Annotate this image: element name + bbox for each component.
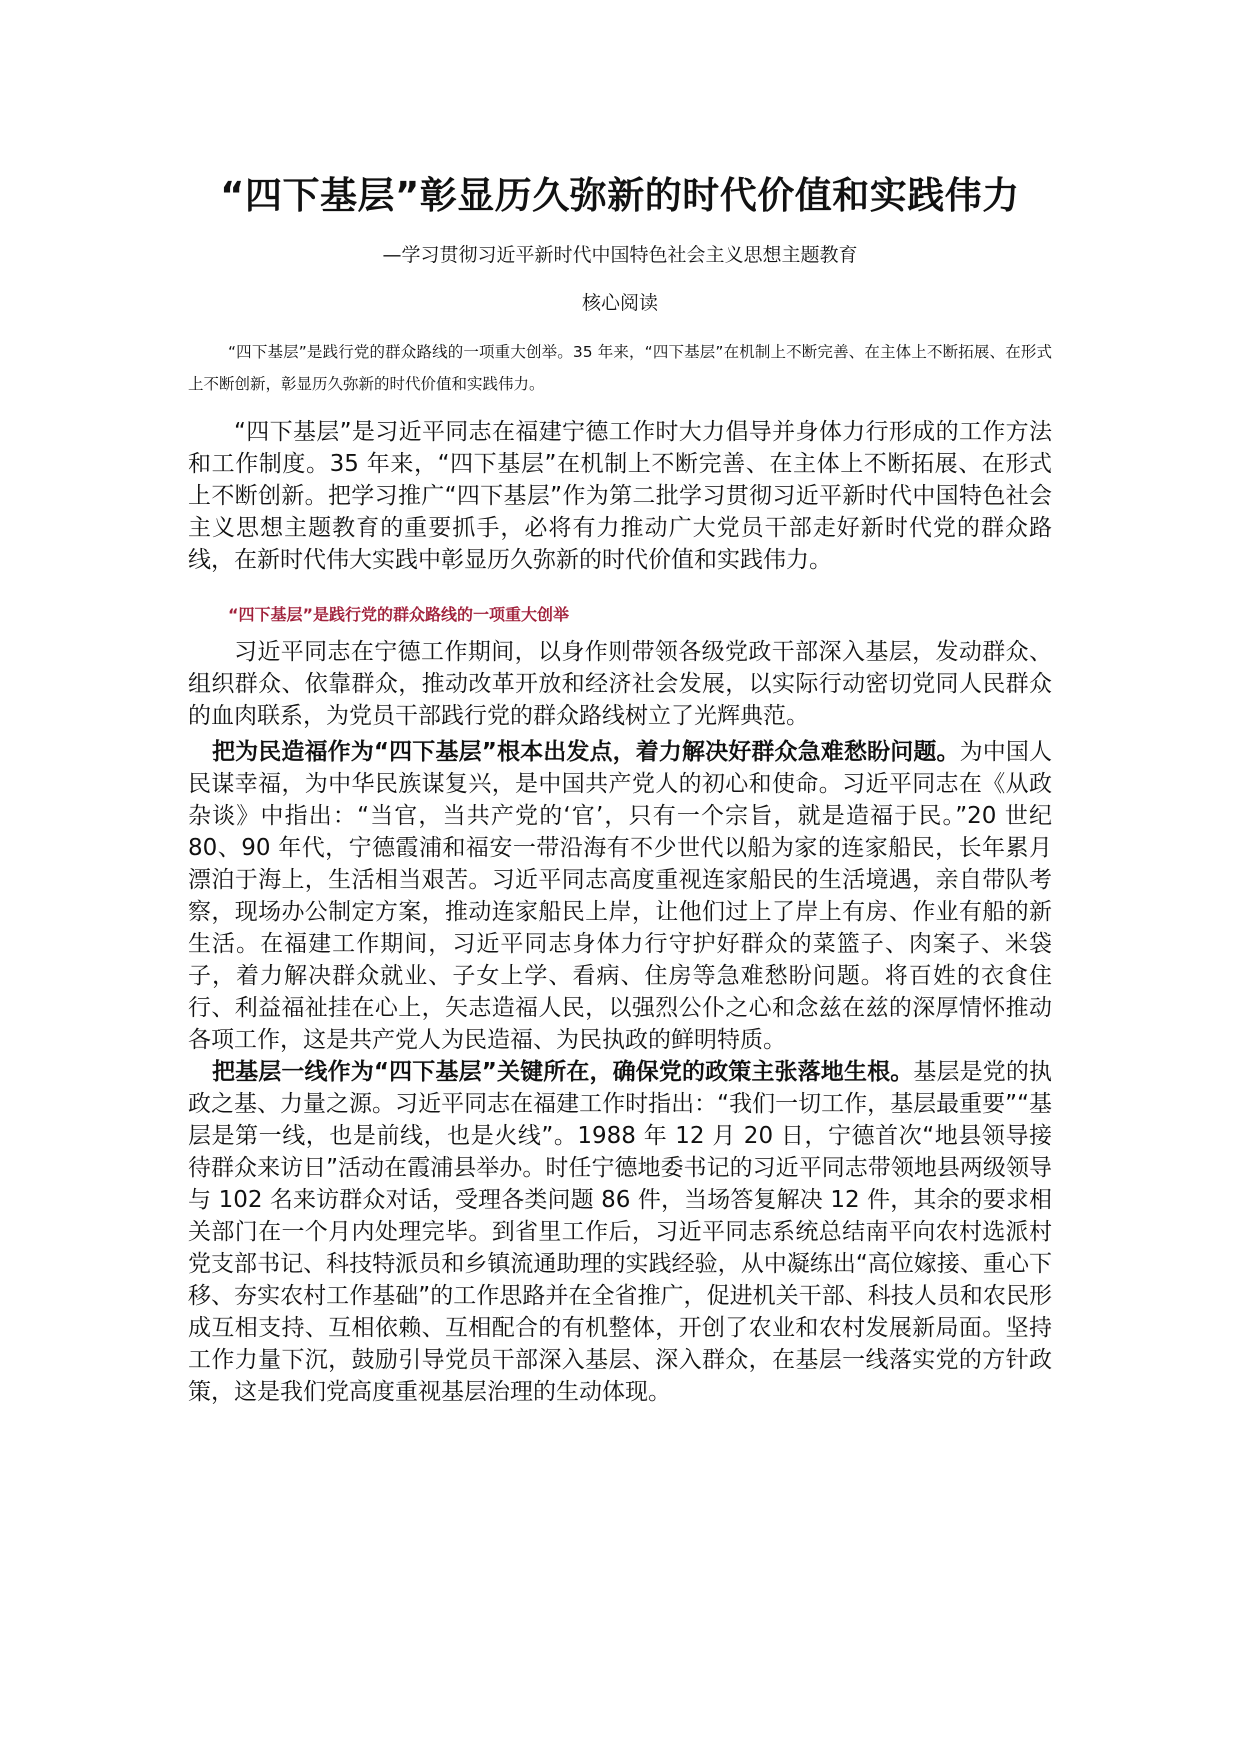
document-page <box>188 172 1052 1408</box>
section-paragraph: 习近平同志在宁德工作期间，以身作则带领各级党政干部深入基层，发动群众、组织群众、依靠群众，推动改革开放和经济社会发展，以实际行动密切党同人民群众的血肉联系，为党员干部践行党的群众路线树立了光辉典范。 <box>188 639 1052 729</box>
section-heading: “四下基层”是践行党的群众路线的一项重大创举 <box>228 605 570 624</box>
point-two-paragraph <box>188 1056 1052 1408</box>
point-one-lead: 把为民造福作为“四下基层”根本出发点，着力解决好群众急难愁盼问题。 <box>212 739 960 765</box>
core-reading-summary: “四下基层”是践行党的群众路线的一项重大创举。35 年来，“四下基层”在机制上不断完善、在主体上不断拓展、在形式上不断创新，彰显历久弥新的时代价值和实践伟力。 <box>188 343 1052 393</box>
document-title: “四下基层”彰显历久弥新的时代价值和实践伟力 <box>220 174 1020 217</box>
point-two-body: 基层是党的执政之基、力量之源。习近平同志在福建工作时指出：“我们一切工作，基层最重要”“基层是第一线，也是前线，也是火线”。1988 年 12 月 20 日，宁德首次“地县领导接待群众来访日”活动在霞浦县举办。时任宁德地委书记的习近平同志带领地县两级领导与 102 名来访群众对话，受理各类问题 86 件，当场答复解决 12 件，其余的要求相关部门在一个月内处理完毕。到省里工作后，习近平同志系统总结南平向农村选派村党支部书记、科技特派员和乡镇流通助理的实践经验，从中凝练出“高位嫁接、重心下移、夯实农村工作基础”的工作思路并在全省推广，促进机关干部、科技人员和农民形成互相支持、互相依赖、互相配合的有机整体，开创了农业和农村发展新局面。坚持工作力量下沉，鼓励引导党员干部深入基层、深入群众，在基层一线落实党的方针政策，这是我们党高度重视基层治理的生动体现。 <box>188 1059 1053 1405</box>
document-subtitle: —学习贯彻习近平新时代中国特色社会主义思想主题教育 <box>382 244 858 266</box>
core-reading-label: 核心阅读 <box>581 292 658 314</box>
point-one-body: 为中国人民谋幸福，为中华民族谋复兴，是中国共产党人的初心和使命。习近平同志在《从政杂谈》中指出：“当官，当共产党的‘官’，只有一个宗旨，就是造福于民。”20 世纪 80、90 年代，宁德霞浦和福安一带沿海有不少世代以船为家的连家船民，长年累月漂泊于海上，生活相当艰苦。习近平同志高度重视连家船民的生活境遇，亲自带队考察，现场办公制定方案，推动连家船民上岸，让他们过上了岸上有房、作业有船的新生活。在福建工作期间，习近平同志身体力行守护好群众的菜篮子、肉案子、米袋子，着力解决群众就业、子女上学、看病、住房等急难愁盼问题。将百姓的衣食住行、利益福祉挂在心上，矢志造福人民，以强烈公仆之心和念兹在兹的深厚情怀推动各项工作，这是共产党人为民造福、为民执政的鲜明特质。 <box>188 739 1053 1053</box>
intro-paragraph: “四下基层”是习近平同志在福建宁德工作时大力倡导并身体力行形成的工作方法和工作制度。35 年来，“四下基层”在机制上不断完善、在主体上不断拓展、在形式上不断创新。把学习推广“四下基层”作为第二批学习贯彻习近平新时代中国特色社会主义思想主题教育的重要抓手，必将有力推动广大党员干部走好新时代党的群众路线，在新时代伟大实践中彰显历久弥新的时代价值和实践伟力。 <box>188 419 1052 573</box>
point-one-paragraph <box>188 736 1052 1056</box>
point-two-lead: 把基层一线作为“四下基层”关键所在，确保党的政策主张落地生根。 <box>212 1059 914 1085</box>
